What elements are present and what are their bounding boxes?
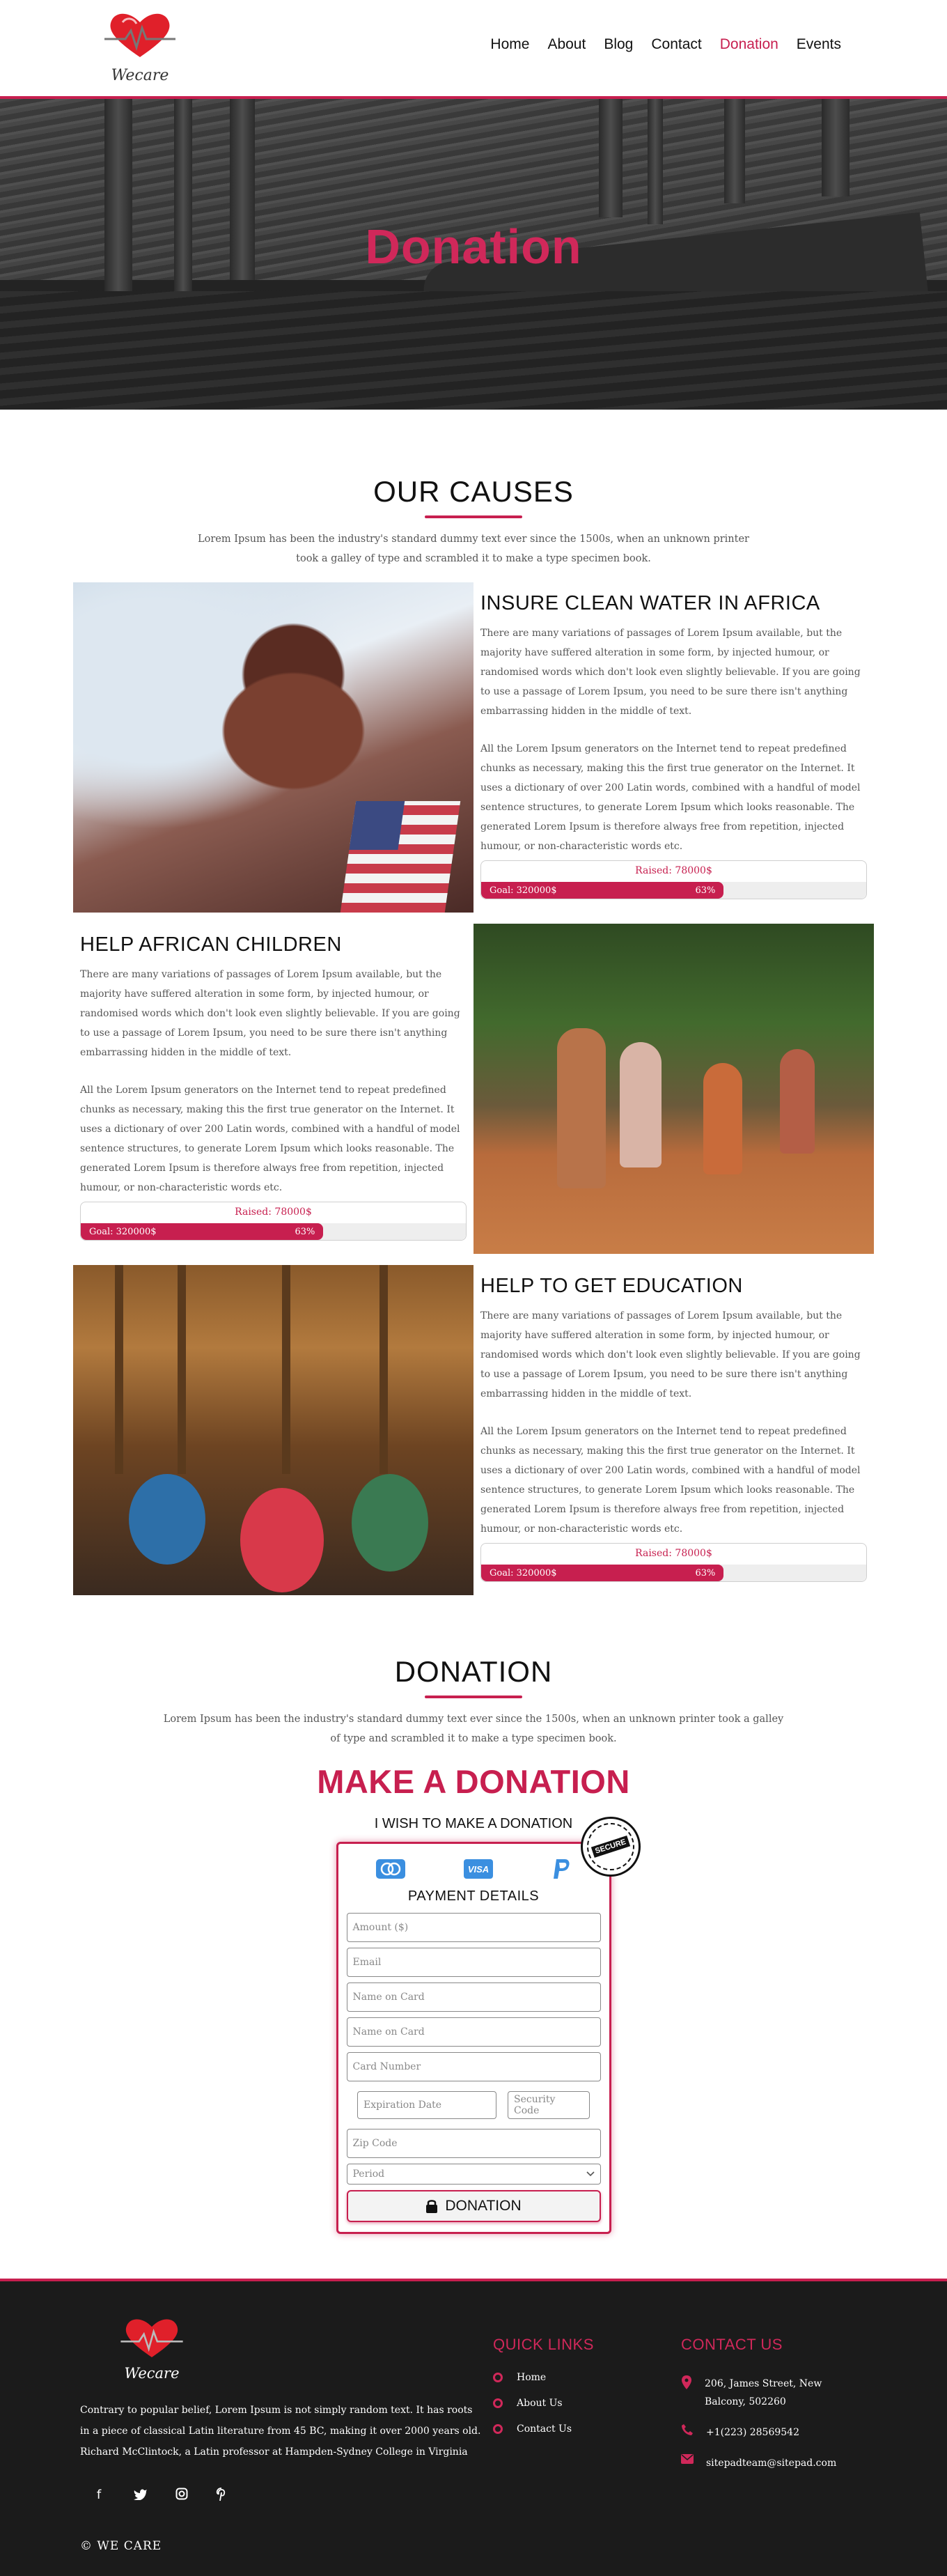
social-links: [92, 2488, 227, 2502]
footer-link-home[interactable]: [493, 2372, 594, 2383]
donate-button[interactable]: [347, 2190, 601, 2222]
progress-fill: [81, 1223, 323, 1240]
instagram-icon[interactable]: [175, 2488, 188, 2500]
progress-track: [481, 882, 866, 899]
cause-text: [474, 1265, 874, 1582]
card-name-input[interactable]: Name on Card: [347, 1983, 601, 2012]
nav-events[interactable]: Events: [796, 36, 841, 52]
email-input[interactable]: Email: [347, 1948, 601, 1977]
donation-progress: [80, 1202, 467, 1241]
heart-logo-icon: [117, 2313, 187, 2362]
contact-phone[interactable]: [681, 2423, 865, 2442]
site-footer: [0, 2279, 947, 2576]
donation-section: [0, 1595, 947, 2234]
cause-paragraph: All the Lorem Ipsum generators on the Internet tend to repeat predefined chunks as necessary, making this the first true generator on the Internet. It uses a dictionary of over 200 Latin words, combined with a handful of model sentence structures, to generate Lorem Ipsum which looks reasonable. The generated Lorem Ipsum is therefore always free from repetition, injected humour, or non-characteristic words etc.: [80, 1085, 460, 1193]
goal-amount: Goal: 320000$: [490, 885, 557, 896]
progress-track: [481, 1565, 866, 1581]
donation-progress: [480, 1543, 867, 1582]
svg-text:VISA: VISA: [467, 1864, 490, 1875]
wish-heading: I WISH TO MAKE A DONATION: [374, 1816, 573, 1831]
twitter-icon[interactable]: [134, 2488, 148, 2500]
donation-progress: [480, 860, 867, 899]
donate-button-label: DONATION: [445, 2198, 522, 2214]
progress-fill: [481, 882, 723, 899]
main-nav: [490, 36, 841, 53]
visa-icon[interactable]: [463, 1859, 494, 1879]
raised-amount: Raised: 78000$: [635, 865, 712, 876]
site-header: [0, 0, 947, 96]
progress-percent: 63%: [695, 885, 716, 896]
causes-intro: Lorem Ipsum has been the industry's standard dummy text ever since the 1500s, when an unknown printer took a galley of type and scrambled it to make a type specimen book.: [198, 534, 749, 564]
make-donation-heading: MAKE A DONATION: [317, 1763, 630, 1800]
cause-paragraph: All the Lorem Ipsum generators on the Internet tend to repeat predefined chunks as necessary, making this the first true generator on the Internet. It uses a dictionary of over 200 Latin words, combined with a handful of model sentence structures, to generate Lorem Ipsum which looks reasonable. The generated Lorem Ipsum is therefore always free from repetition, injected humour, or non-characteristic words etc.: [480, 1426, 861, 1535]
raised-amount: Raised: 78000$: [235, 1206, 312, 1218]
security-code-input[interactable]: Security Code: [508, 2091, 590, 2119]
footer-link-label: Contact Us: [517, 2423, 572, 2435]
goal-amount: Goal: 320000$: [89, 1226, 157, 1237]
cause-card: [73, 924, 874, 1254]
donation-title: DONATION: [394, 1655, 553, 1688]
facebook-icon[interactable]: f: [96, 2488, 102, 2502]
footer-link-contact[interactable]: [493, 2423, 594, 2435]
chevron-down-icon: [586, 2171, 595, 2177]
quick-links: [493, 2336, 594, 2449]
period-select[interactable]: [347, 2164, 601, 2185]
email-icon: [681, 2454, 694, 2464]
nav-about[interactable]: About: [547, 36, 586, 52]
payment-methods: [347, 1856, 601, 1881]
progress-fill: [481, 1565, 723, 1581]
nav-blog[interactable]: Blog: [604, 36, 634, 52]
cause-photo-clean-water: [73, 582, 474, 913]
cause-card: [73, 582, 874, 913]
quick-links-title: QUICK LINKS: [493, 2336, 594, 2353]
causes-title: OUR CAUSES: [373, 475, 574, 508]
stamp-text: SECURE: [590, 1836, 629, 1858]
footer-brand-name: Wecare: [124, 2365, 180, 2382]
donation-form: [336, 1842, 611, 2234]
title-underline: [425, 1696, 522, 1698]
footer-about: Contrary to popular belief, Lorem Ipsum is not simply random text. It has roots in a piece of classical Latin literature from 45 BC, making it over 2000 years old. Richard McClintock, a Latin professor at Hampden-Sydney College in Virginia: [80, 2405, 481, 2458]
cause-paragraph: There are many variations of passages of Lorem Ipsum available, but the majority have suffered alteration in some form, by injected humour, or randomised words which don't look even slightly believable. If you are going to use a passage of Lorem Ipsum, you need to be sure there isn't anything embarrassing hidden in the middle of text.: [480, 1310, 861, 1399]
map-pin-icon: [681, 2375, 692, 2390]
progress-percent: 63%: [295, 1226, 315, 1237]
footer-link-about[interactable]: [493, 2398, 594, 2409]
card-number-input[interactable]: Card Number: [347, 2052, 601, 2081]
contact-email[interactable]: [681, 2454, 865, 2472]
raised-amount: Raised: 78000$: [635, 1548, 712, 1559]
secure-stamp-icon: [581, 1817, 641, 1877]
goal-amount: Goal: 320000$: [490, 1567, 557, 1578]
nav-contact[interactable]: Contact: [651, 36, 702, 52]
copyright: © WE CARE: [80, 2539, 162, 2553]
cause-card: [73, 1265, 874, 1595]
lock-icon: [425, 2198, 438, 2214]
cause-photo-african-children: [474, 924, 874, 1254]
footer-link-label: About Us: [517, 2398, 563, 2409]
heart-logo-icon: [102, 7, 178, 63]
footer-logo[interactable]: [117, 2313, 187, 2382]
mastercard-icon[interactable]: [375, 1859, 406, 1879]
page-title: Donation: [365, 219, 582, 274]
cause-text: [474, 582, 874, 899]
nav-donation[interactable]: Donation: [719, 36, 778, 52]
contact-title: CONTACT US: [681, 2336, 783, 2353]
period-select-value: Period: [352, 2168, 385, 2180]
flag-decor: [341, 801, 460, 913]
card-expiry-row: [347, 2091, 601, 2119]
contact-info: [681, 2336, 865, 2472]
cause-paragraph: There are many variations of passages of Lorem Ipsum available, but the majority have suffered alteration in some form, by injected humour, or randomised words which don't look even slightly believable. If you are going to use a passage of Lorem Ipsum, you need to be sure there isn't anything embarrassing hidden in the middle of text.: [480, 628, 861, 717]
payment-details-title: PAYMENT DETAILS: [407, 1888, 540, 1904]
nav-home[interactable]: Home: [490, 36, 530, 52]
phone-text: +1(223) 28569542: [706, 2427, 799, 2438]
our-causes-section: [0, 410, 947, 1595]
address-text: 206, James Street, New Balcony, 502260: [705, 2378, 822, 2407]
cause-title: HELP TO GET EDUCATION: [480, 1275, 743, 1297]
cause-paragraph: There are many variations of passages of Lorem Ipsum available, but the majority have suffered alteration in some form, by injected humour, or randomised words which don't look even slightly believable. If you are going to use a passage of Lorem Ipsum, you need to be sure there isn't anything embarrassing hidden in the middle of text.: [80, 969, 460, 1058]
cause-title: INSURE CLEAN WATER IN AFRICA: [480, 592, 820, 614]
pinterest-icon[interactable]: [216, 2488, 227, 2501]
cause-paragraph: All the Lorem Ipsum generators on the Internet tend to repeat predefined chunks as necessary, making this the first true generator on the Internet. It uses a dictionary of over 200 Latin words, combined with a handful of model sentence structures, to generate Lorem Ipsum which looks reasonable. The generated Lorem Ipsum is therefore always free from repetition, injected humour, or non-characteristic words etc.: [480, 743, 861, 852]
brand-name: Wecare: [111, 67, 169, 84]
donation-form-wrapper: [336, 1838, 627, 2234]
amount-input[interactable]: Amount ($): [347, 1913, 601, 1942]
hero-banner: [0, 96, 947, 410]
zip-code-input[interactable]: Zip Code: [347, 2129, 601, 2158]
site-logo[interactable]: [102, 7, 178, 85]
footer-link-label: Home: [517, 2372, 547, 2383]
cause-title: HELP AFRICAN CHILDREN: [80, 933, 342, 956]
email-text: sitepadteam@sitepad.com: [706, 2458, 837, 2469]
paypal-icon[interactable]: [551, 1858, 572, 1880]
expiration-date-input[interactable]: Expiration Date: [357, 2091, 496, 2119]
progress-percent: 63%: [695, 1567, 716, 1578]
phone-icon: [681, 2423, 694, 2436]
cause-text: [73, 924, 474, 1241]
progress-track: [81, 1223, 466, 1240]
contact-address: [681, 2375, 865, 2411]
donation-intro: Lorem Ipsum has been the industry's standard dummy text ever since the 1500s, when an unknown printer took a galley of type and scrambled it to make a type specimen book.: [163, 1714, 784, 1744]
title-underline: [425, 515, 522, 518]
card-name-input[interactable]: Name on Card: [347, 2017, 601, 2047]
cause-photo-education: [73, 1265, 474, 1595]
